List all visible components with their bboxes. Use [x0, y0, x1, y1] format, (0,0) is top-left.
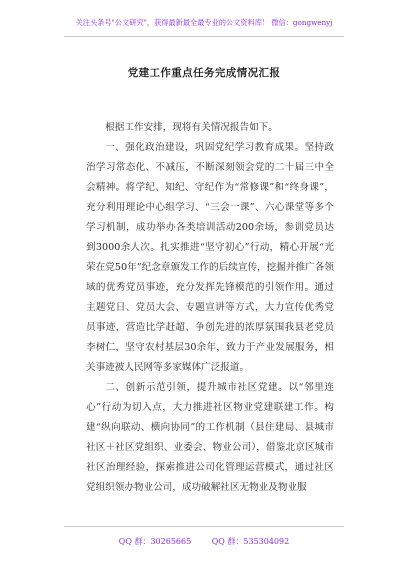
footer-qq-group-2: QQ 群：535304092 [211, 537, 290, 546]
header-banner: 关注头条号"公文研究"，获得最新最全最专业的公文资料库！ 微信：gongwenyj [75, 18, 333, 27]
section-two-paragraph: 二、创新示范引领，提升城市社区党建。以“邻里连心”行动为切入点，大力推进社区物业党建联建工作。构建“纵向联动、横向协同”的工作机制（县住建局、县城市社区＋社区党组织、业委会、物业公司），借鉴北京区城市社区治理经验，探索推进公司化管理运营模式，通过社区党组织领办物业公司，成功破解社区无物业及物业服 [86, 382, 334, 493]
section-one-paragraph: 一、强化政治建设，巩固党纪学习教育成果。坚持政治学习常态化、不减压，不断深刻领会党的二十届三中全会精神。将学纪、知纪、守纪作为“常修课”和“终身课”，充分利用理论中心组学习、“三会一课”、六心课堂等多个学习机制，成功举办各类培训活动200余场，参训党员达到3000余人次。扎实推进“坚守初心”行动，精心开展“光荣在党50年”纪念章颁发工作的后续宣传，挖掘并推广各领域的优秀党员事迹，充分发挥先锋模范的引领作用。通过主题党日、党员大会、专题宣讲等方式，大力宣传优秀党员事迹，营造比学赶超、争创先进的浓厚氛围我县老党员李树仁，坚守农村基层30余年，致力于产业发展服务，相关事迹被人民网等多家媒体广泛报道。 [86, 142, 334, 373]
document-body [86, 118, 334, 498]
header-divider [64, 36, 344, 37]
footer-qq-group-1: QQ 群：30265665 [118, 537, 192, 546]
footer-divider [64, 526, 344, 527]
document-title: 党建工作重点任务完成情况汇报 [127, 67, 281, 79]
intro-paragraph: 根据工作安排，现将有关情况报告如下。 [105, 122, 278, 133]
footer-contact [0, 536, 408, 547]
